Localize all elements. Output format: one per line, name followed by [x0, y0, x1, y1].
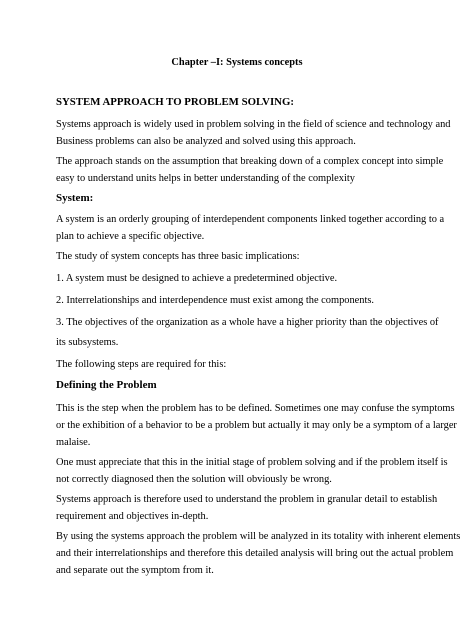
chapter-title: Chapter –I: Systems concepts — [171, 57, 303, 68]
paragraph-line: This is the step when the problem has to be defined. Sometimes one may confuse the symptoms — [56, 403, 455, 414]
paragraph-line: By using the systems approach the problem will be analyzed in its totality with inherent elements — [56, 531, 461, 542]
paragraph-line: Systems approach is widely used in problem solving in the field of science and technology and — [56, 119, 451, 130]
heading-defining-problem: Defining the Problem — [56, 379, 157, 391]
list-item: its subsystems. — [56, 337, 119, 348]
list-item: 2. Interrelationships and interdependence must exist among the components. — [56, 295, 374, 306]
paragraph-line: plan to achieve a specific objective. — [56, 231, 205, 242]
paragraph-line: The following steps are required for this: — [56, 359, 227, 370]
paragraph-line: not correctly diagnosed then the solution will obviously be wrong. — [56, 474, 332, 485]
paragraph-line: Systems approach is therefore used to understand the problem in granular detail to establish — [56, 494, 438, 505]
paragraph-line: easy to understand units helps in better understanding of the complexity — [56, 173, 355, 184]
paragraph-line: A system is an orderly grouping of interdependent components linked together according to a — [56, 214, 445, 225]
paragraph-line: The approach stands on the assumption that breaking down of a complex concept into simple — [56, 156, 444, 167]
paragraph-line: One must appreciate that this in the initial stage of problem solving and if the problem itself is — [56, 457, 448, 468]
paragraph-line: Business problems can also be analyzed and solved using this approach. — [56, 136, 356, 147]
paragraph-line: and separate out the symptom from it. — [56, 565, 214, 576]
paragraph-line: and their interrelationships and therefore this detailed analysis will bring out the actual problem — [56, 548, 454, 559]
heading-system-approach: SYSTEM APPROACH TO PROBLEM SOLVING: — [56, 96, 294, 108]
paragraph-line: or the exhibition of a behavior to be a problem but actually it may only be a symptom of a larger — [56, 420, 457, 431]
paragraph-line: The study of system concepts has three basic implications: — [56, 251, 300, 262]
heading-system: System: — [56, 192, 94, 204]
list-item: 3. The objectives of the organization as a whole have a higher priority than the objectives of — [56, 317, 439, 328]
paragraph-line: requirement and objectives in-depth. — [56, 511, 209, 522]
paragraph-line: malaise. — [56, 437, 91, 448]
list-item: 1. A system must be designed to achieve a predetermined objective. — [56, 273, 338, 284]
